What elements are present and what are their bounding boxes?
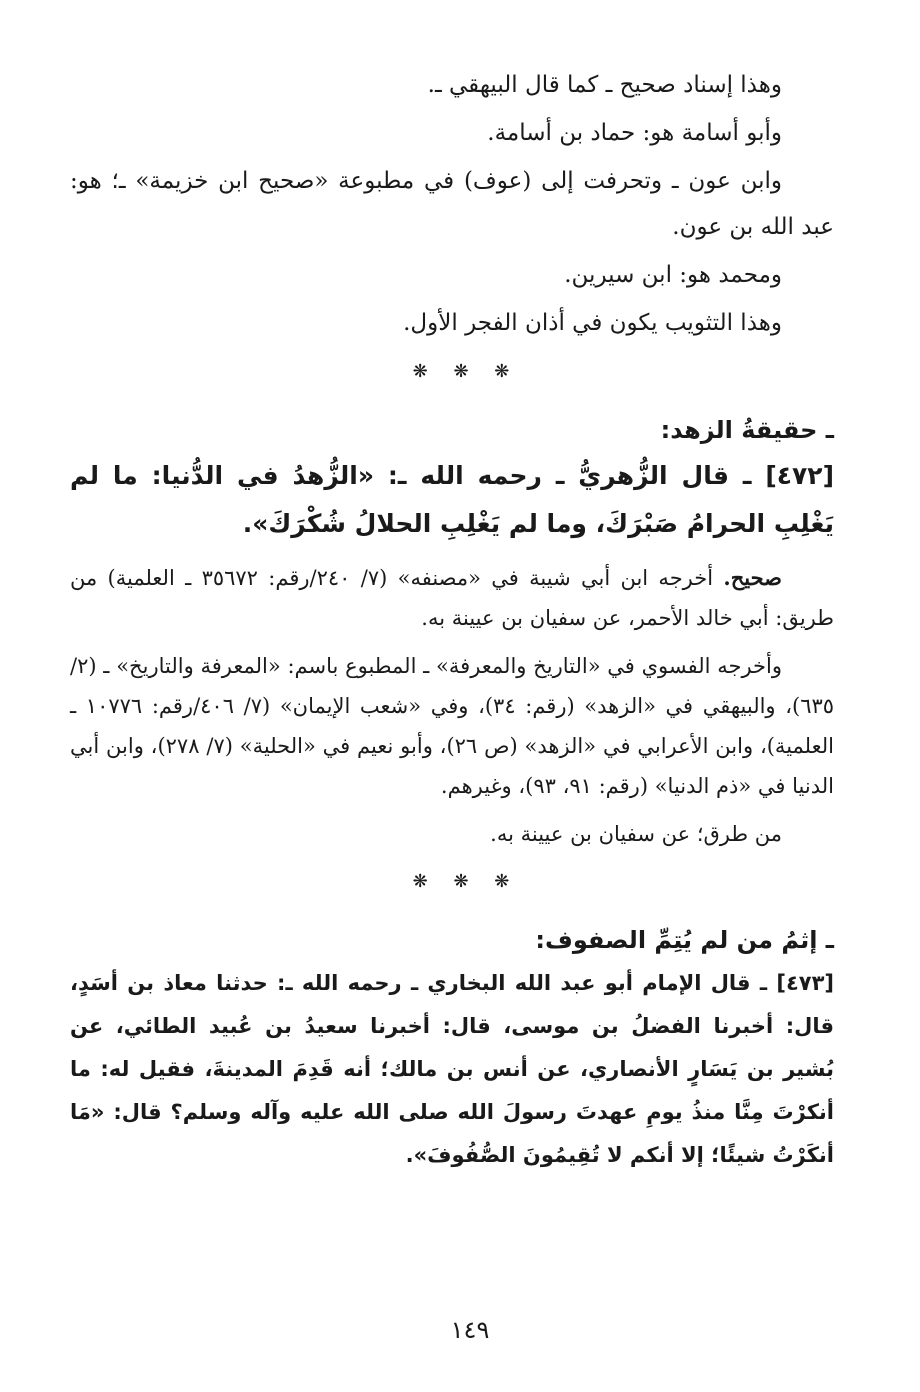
takhrij-paragraph-2: وأخرجه الفسوي في «التاريخ والمعرفة» ـ المطبوع باسم: «المعرفة والتاريخ» ـ (٢/ ٦٣٥)، والبيهقي في «الزهد» (رقم: ٣٤)، وفي «شعب الإيمان» (٧/ ٤٠٦/رقم: ١٠٧٧٦ ـ العلمية)، وابن الأعرابي في «الزهد» (ص ٢٦)، وأبو نعيم في «الحلية» (٧/ ٢٧٨)، وابن أبي الدنيا في «ذم الدنيا» (رقم: ٩١، ٩٣)، وغيرهم. <box>70 654 835 798</box>
section-heading-zuhd: ـ حقيقةُ الزهد: <box>660 416 834 444</box>
intro-line-2: وأبو أسامة هو: حماد بن أسامة. <box>487 120 782 146</box>
takhrij-text-1: أخرجه ابن أبي شيبة في «مصنفه» (٧/ ٢٤٠/رقم: ٣٥٦٧٢ ـ العلمية) من طريق: أبي خالد الأحمر، عن سفيان بن عيينة به. <box>70 566 834 630</box>
hadith-473: [٤٧٣] ـ قال الإمام أبو عبد الله البخاري ـ رحمه الله ـ: حدثنا معاذ بن أسَدٍ، قال: أخبرنا الفضلُ بن موسى، قال: أخبرنا سعيدُ بن عُبيد الطائي، عن بُشير بن يَسَارٍ الأنصاري، عن أنس بن مالك؛ أنه قَدِمَ المدينةَ، فقيل له: ما أنكرْتَ مِنَّا منذُ يومِ عهدتَ رسولَ الله صلى الله عليه وآله وسلم؟ قال: «مَا أنكَرْتُ شيئًا؛ إلا أنكم لا تُقِيمُونَ الصُّفُوفَ». <box>70 971 834 1167</box>
page-content <box>70 62 834 1177</box>
section-heading-sufuf: ـ إثمُ من لم يُتِمِّ الصفوف: <box>535 926 834 954</box>
intro-line-1: وهذا إسناد صحيح ـ كما قال البيهقي ـ. <box>427 72 782 98</box>
section-separator: ❋ ❋ ❋ <box>412 361 520 382</box>
takhrij-paragraph-3: من طرق؛ عن سفيان بن عيينة به. <box>490 822 782 846</box>
section-separator-2: ❋ ❋ ❋ <box>412 871 520 892</box>
intro-line-3: وابن عون ـ وتحرفت إلى (عوف) في مطبوعة «صحيح ابن خزيمة» ـ؛ هو: عبد الله بن عون. <box>70 168 834 240</box>
grade-label: صحيح. <box>723 565 782 590</box>
intro-line-5: وهذا التثويب يكون في أذان الفجر الأول. <box>403 310 782 336</box>
hadith-472: [٤٧٢] ـ قال الزُّهريُّ ـ رحمه الله ـ: «الزُّهدُ في الدُّنيا: ما لم يَغْلِبِ الحرامُ صَبْرَكَ، وما لم يَغْلِبِ الحلالُ شُكْرَكَ». <box>70 461 834 538</box>
page-number: ١٤٩ <box>450 1316 490 1344</box>
intro-line-4: ومحمد هو: ابن سيرين. <box>564 262 782 288</box>
takhrij-paragraph-1 <box>70 558 834 638</box>
